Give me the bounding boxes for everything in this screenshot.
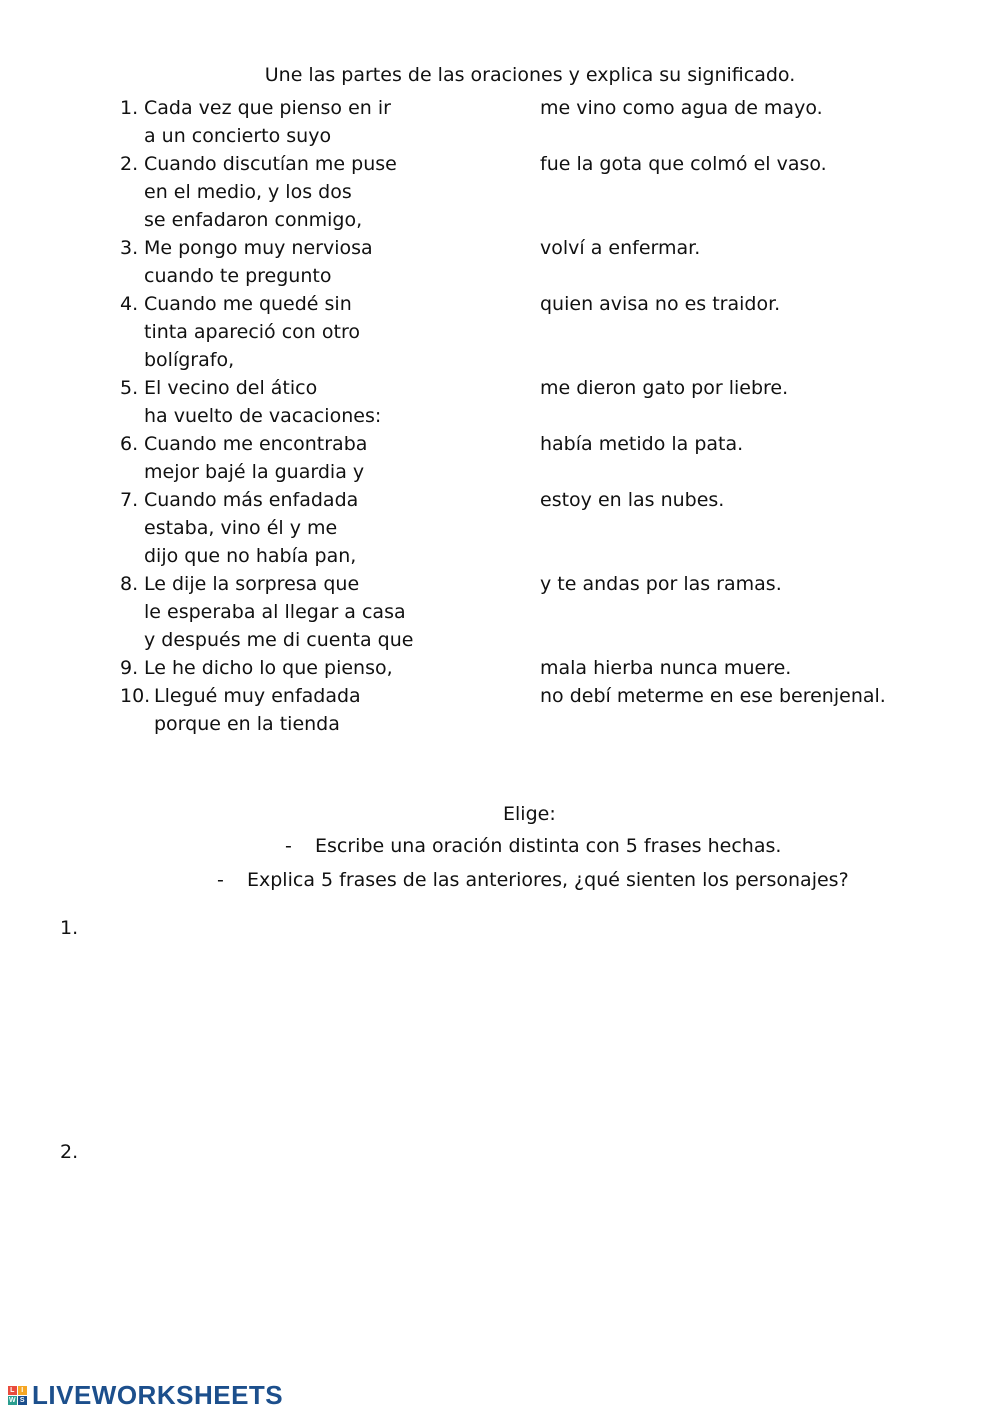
dash-1: - bbox=[285, 835, 292, 857]
logo-cell: L bbox=[8, 1386, 17, 1395]
option-1 bbox=[285, 832, 781, 860]
item-number: 4. bbox=[120, 293, 139, 315]
answer-label-2: 2. bbox=[60, 1141, 79, 1163]
match-row bbox=[120, 570, 920, 654]
sentence-end: no debí meterme en ese berenjenal. bbox=[540, 685, 886, 707]
match-left bbox=[120, 430, 540, 486]
page-title: Une las partes de las oraciones y explica su significado. bbox=[264, 64, 796, 86]
match-row bbox=[120, 374, 920, 430]
sentence-start: Cuando me encontraba mejor bajé la guardia y bbox=[144, 433, 368, 483]
sentence-end: fue la gota que colmó el vaso. bbox=[540, 153, 827, 175]
answer-label-1: 1. bbox=[60, 917, 79, 939]
sentence-start: Me pongo muy nerviosa cuando te pregunto bbox=[144, 237, 373, 287]
match-row bbox=[120, 486, 920, 570]
match-left bbox=[120, 234, 540, 290]
sentence-start: El vecino del ático ha vuelto de vacaciones: bbox=[144, 377, 382, 427]
item-number: 3. bbox=[120, 237, 139, 259]
item-number: 6. bbox=[120, 433, 139, 455]
sentence-start: Cuando discutían me puse en el medio, y los dos se enfadaron conmigo, bbox=[144, 153, 397, 231]
match-left bbox=[120, 150, 540, 234]
sentence-end: me dieron gato por liebre. bbox=[540, 377, 789, 399]
item-number: 1. bbox=[120, 97, 139, 119]
match-left bbox=[120, 486, 540, 570]
match-left bbox=[120, 290, 540, 374]
logo-cell: I bbox=[18, 1386, 27, 1395]
sentence-end: quien avisa no es traidor. bbox=[540, 293, 781, 315]
item-number: 5. bbox=[120, 377, 139, 399]
sentence-start: Cuando me quedé sin tinta apareció con otro bolígrafo, bbox=[144, 293, 360, 371]
logo-cell: W bbox=[8, 1396, 17, 1404]
logo-cell: S bbox=[19, 1396, 26, 1404]
item-number: 2. bbox=[120, 153, 139, 175]
match-row bbox=[120, 682, 920, 738]
item-number: 7. bbox=[120, 489, 139, 511]
match-row bbox=[120, 234, 920, 290]
match-row bbox=[120, 150, 920, 234]
sentence-end: había metido la pata. bbox=[540, 433, 744, 455]
match-row bbox=[120, 430, 920, 486]
sentence-end: estoy en las nubes. bbox=[540, 489, 725, 511]
match-row bbox=[120, 654, 920, 682]
sentence-start: Le dije la sorpresa que le esperaba al llegar a casa y después me di cuenta que bbox=[144, 573, 414, 651]
option-1-text: Escribe una oración distinta con 5 frases hechas. bbox=[315, 835, 782, 857]
sentence-start: Le he dicho lo que pienso, bbox=[144, 657, 393, 679]
match-row bbox=[120, 94, 920, 150]
sentence-end: y te andas por las ramas. bbox=[540, 573, 782, 595]
sentence-start: Cada vez que pienso en ir a un concierto suyo bbox=[144, 97, 391, 147]
matching-list bbox=[120, 94, 920, 738]
sentence-start: Cuando más enfadada estaba, vino él y me dijo que no había pan, bbox=[144, 489, 359, 567]
sentence-end: mala hierba nunca muere. bbox=[540, 657, 792, 679]
item-number: 10. bbox=[120, 685, 151, 707]
sentence-end: me vino como agua de mayo. bbox=[540, 97, 823, 119]
sentence-end: volví a enfermar. bbox=[540, 237, 701, 259]
item-number: 8. bbox=[120, 573, 139, 595]
item-number: 9. bbox=[120, 657, 139, 679]
match-left bbox=[120, 682, 540, 738]
match-row bbox=[120, 290, 920, 374]
elige-title: Elige: bbox=[503, 803, 556, 825]
match-left bbox=[120, 570, 540, 654]
brand-name: LIVEWORKSHEETS bbox=[32, 1380, 284, 1410]
dash-2: - bbox=[217, 869, 224, 891]
match-left bbox=[120, 94, 540, 150]
option-2-text: Explica 5 frases de las anteriores, ¿qué sienten los personajes? bbox=[247, 869, 849, 891]
match-left bbox=[120, 654, 540, 682]
sentence-start: Llegué muy enfadada porque en la tienda bbox=[154, 685, 361, 735]
match-left bbox=[120, 374, 540, 430]
option-2 bbox=[217, 866, 849, 894]
footer-logo bbox=[8, 1381, 283, 1409]
logo-icon bbox=[8, 1386, 27, 1405]
